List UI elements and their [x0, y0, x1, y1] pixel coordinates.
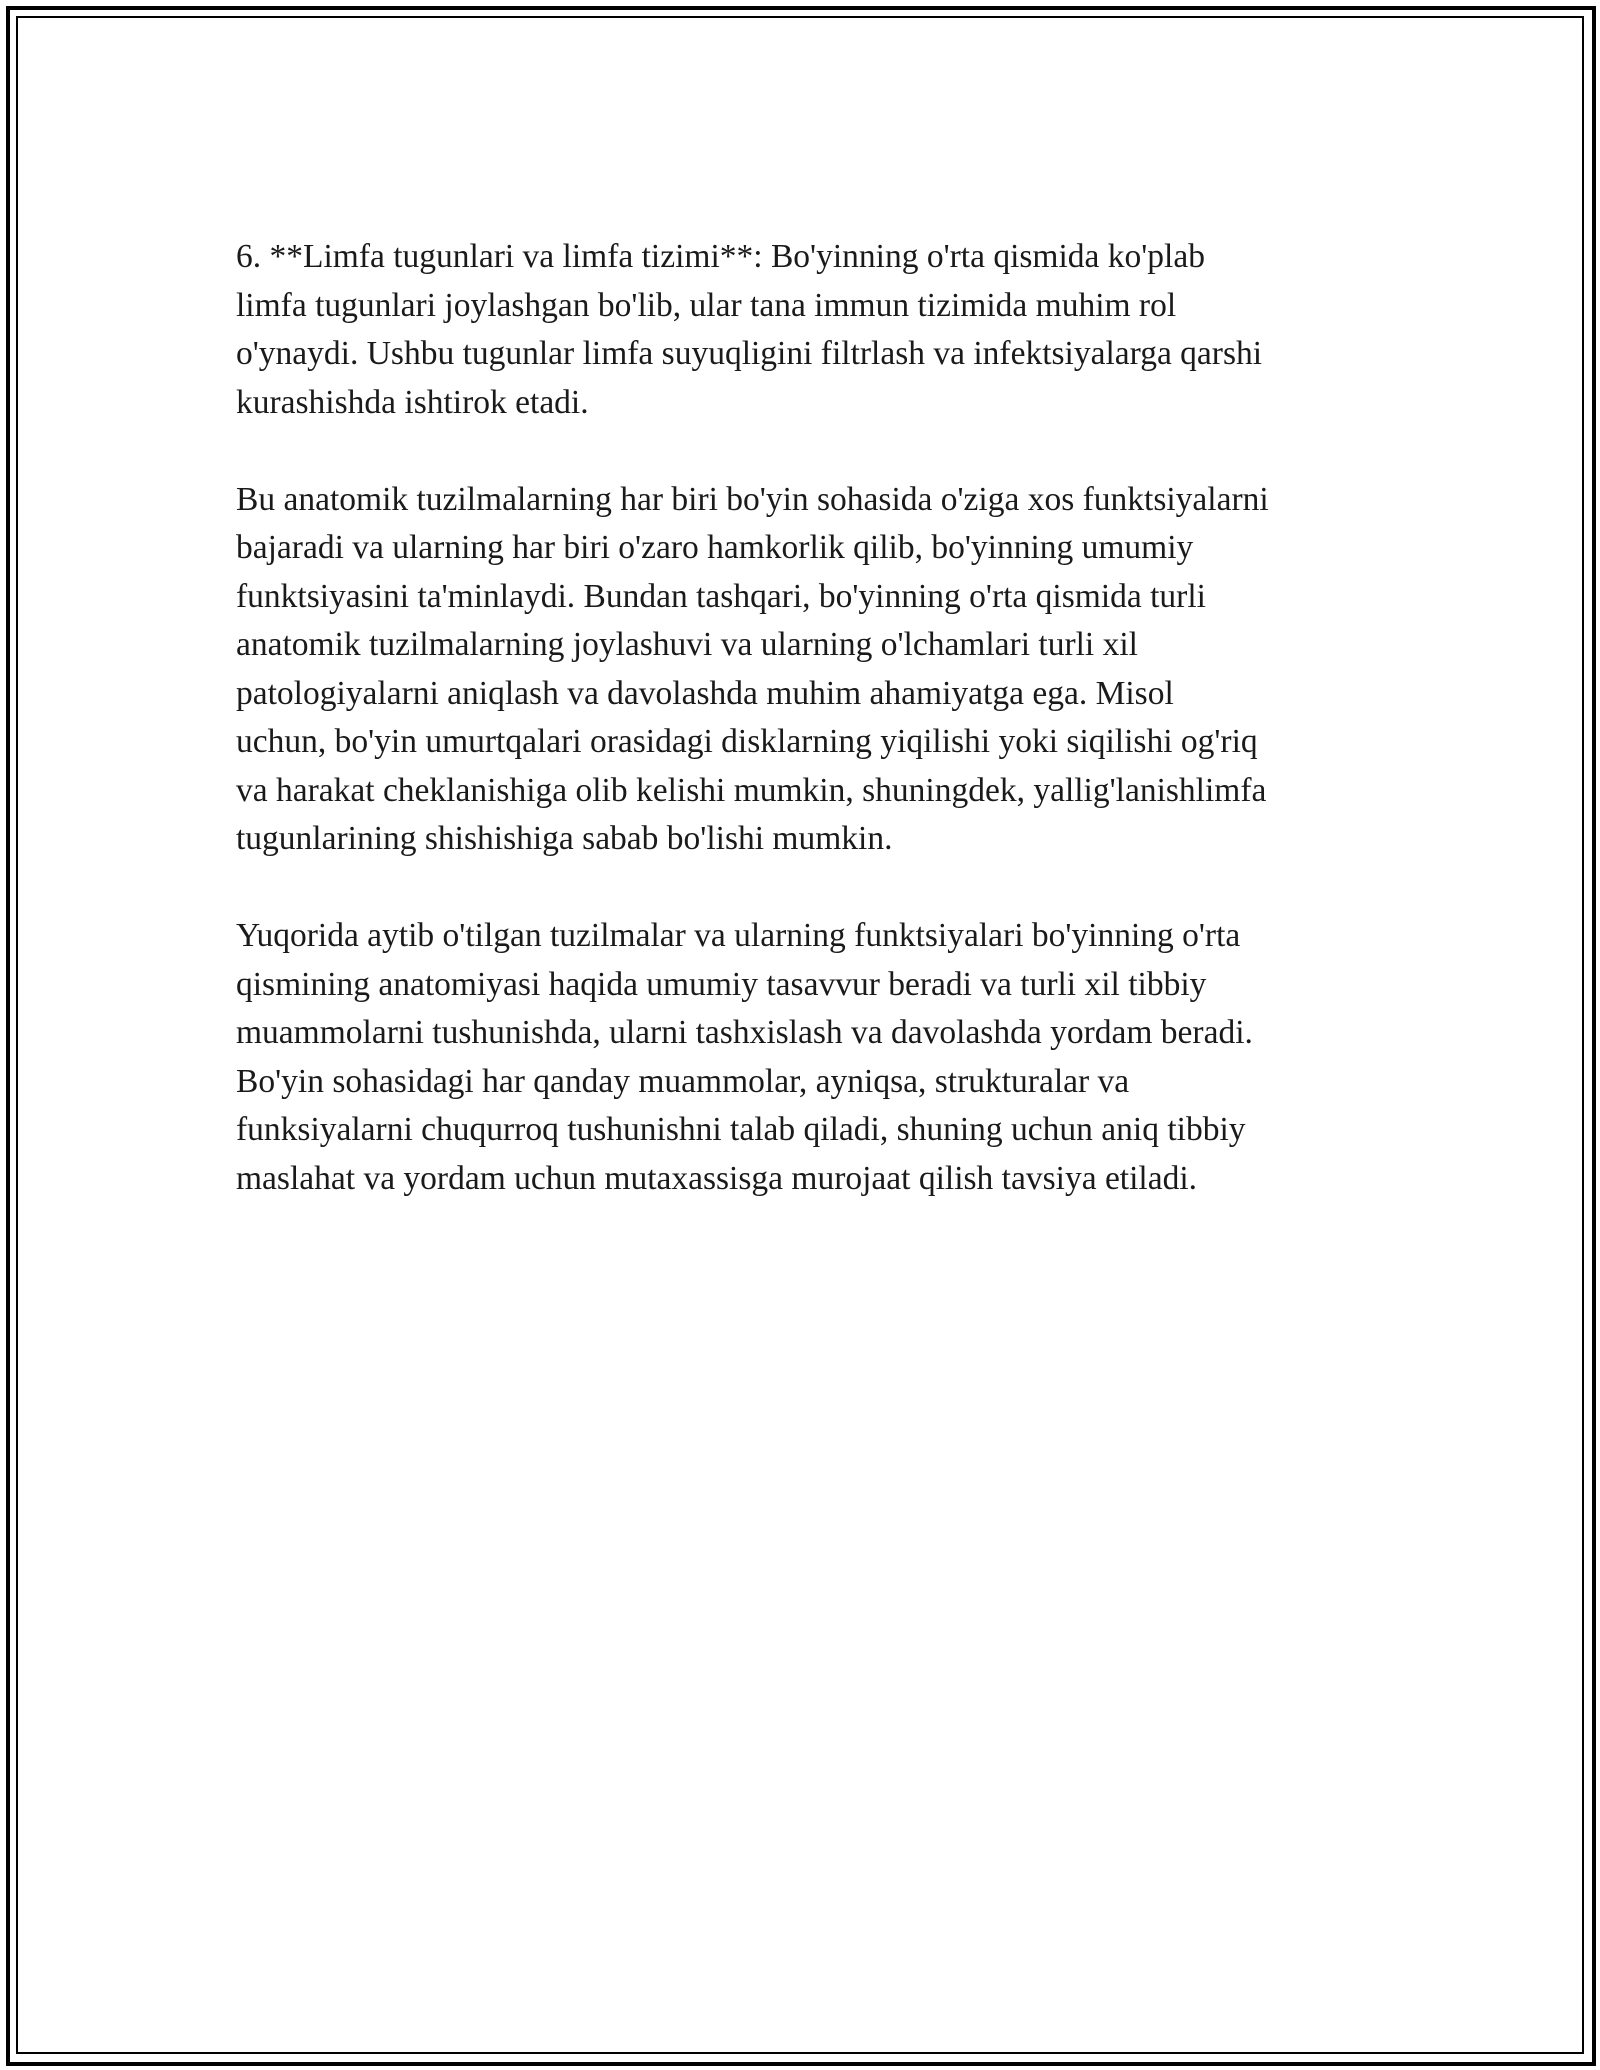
- text-line: kurashishda ishtirok etadi.: [236, 383, 589, 421]
- text-line: patologiyalarni aniqlash va davolashda muhim ahamiyatga ega. Misol: [236, 674, 1174, 712]
- text-line: anatomik tuzilmalarning joylashuvi va ularning o'lchamlari turli xil: [236, 626, 1138, 663]
- text-line: va harakat cheklanishiga olib kelishi mumkin, shuningdek, yallig'lanishlimfa: [236, 771, 1267, 809]
- paragraph-anatomical-structures: [236, 476, 1386, 864]
- text-line: Bu anatomik tuzilmalarning har biri bo'yin sohasida o'ziga xos funktsiyalarni: [236, 480, 1269, 518]
- text-line: maslahat va yordam uchun mutaxassisga murojaat qilish tavsiya etiladi.: [236, 1159, 1198, 1197]
- text-line: limfa tugunlari joylashgan bo'lib, ular tana immun tizimida muhim rol: [236, 286, 1177, 324]
- text-line: muammolarni tushunishda, ularni tashxislash va davolashda yordam beradi.: [236, 1014, 1253, 1051]
- paragraph-lymph-nodes: [236, 233, 1386, 427]
- text-line: o'ynaydi. Ushbu tugunlar limfa suyuqligini filtrlash va infektsiyalarga qarshi: [236, 335, 1263, 372]
- text-line: bajaradi va ularning har biri o'zaro hamkorlik qilib, bo'yinning umumiy: [236, 529, 1194, 566]
- text-line: tugunlarining shishishiga sabab bo'lishi mumkin.: [236, 820, 893, 857]
- paragraph-conclusion: [236, 912, 1386, 1203]
- text-line: Yuqorida aytib o'tilgan tuzilmalar va ularning funktsiyalari bo'yinning o'rta: [236, 917, 1241, 954]
- document-body: [236, 233, 1386, 1252]
- text-line: 6. **Limfa tugunlari va limfa tizimi**: Bo'yinning o'rta qismida ko'plab: [236, 238, 1205, 275]
- text-line: funktsiyasini ta'minlaydi. Bundan tashqari, bo'yinning o'rta qismida turli: [236, 577, 1206, 615]
- text-line: funksiyalarni chuqurroq tushunishni talab qiladi, shuning uchun aniq tibbiy: [236, 1111, 1246, 1148]
- text-line: uchun, bo'yin umurtqalari orasidagi disklarning yiqilishi yoki siqilishi og'riq: [236, 723, 1258, 760]
- text-line: Bo'yin sohasidagi har qanday muammolar, ayniqsa, strukturalar va: [236, 1062, 1130, 1100]
- text-line: qismining anatomiyasi haqida umumiy tasavvur beradi va turli xil tibbiy: [236, 965, 1207, 1003]
